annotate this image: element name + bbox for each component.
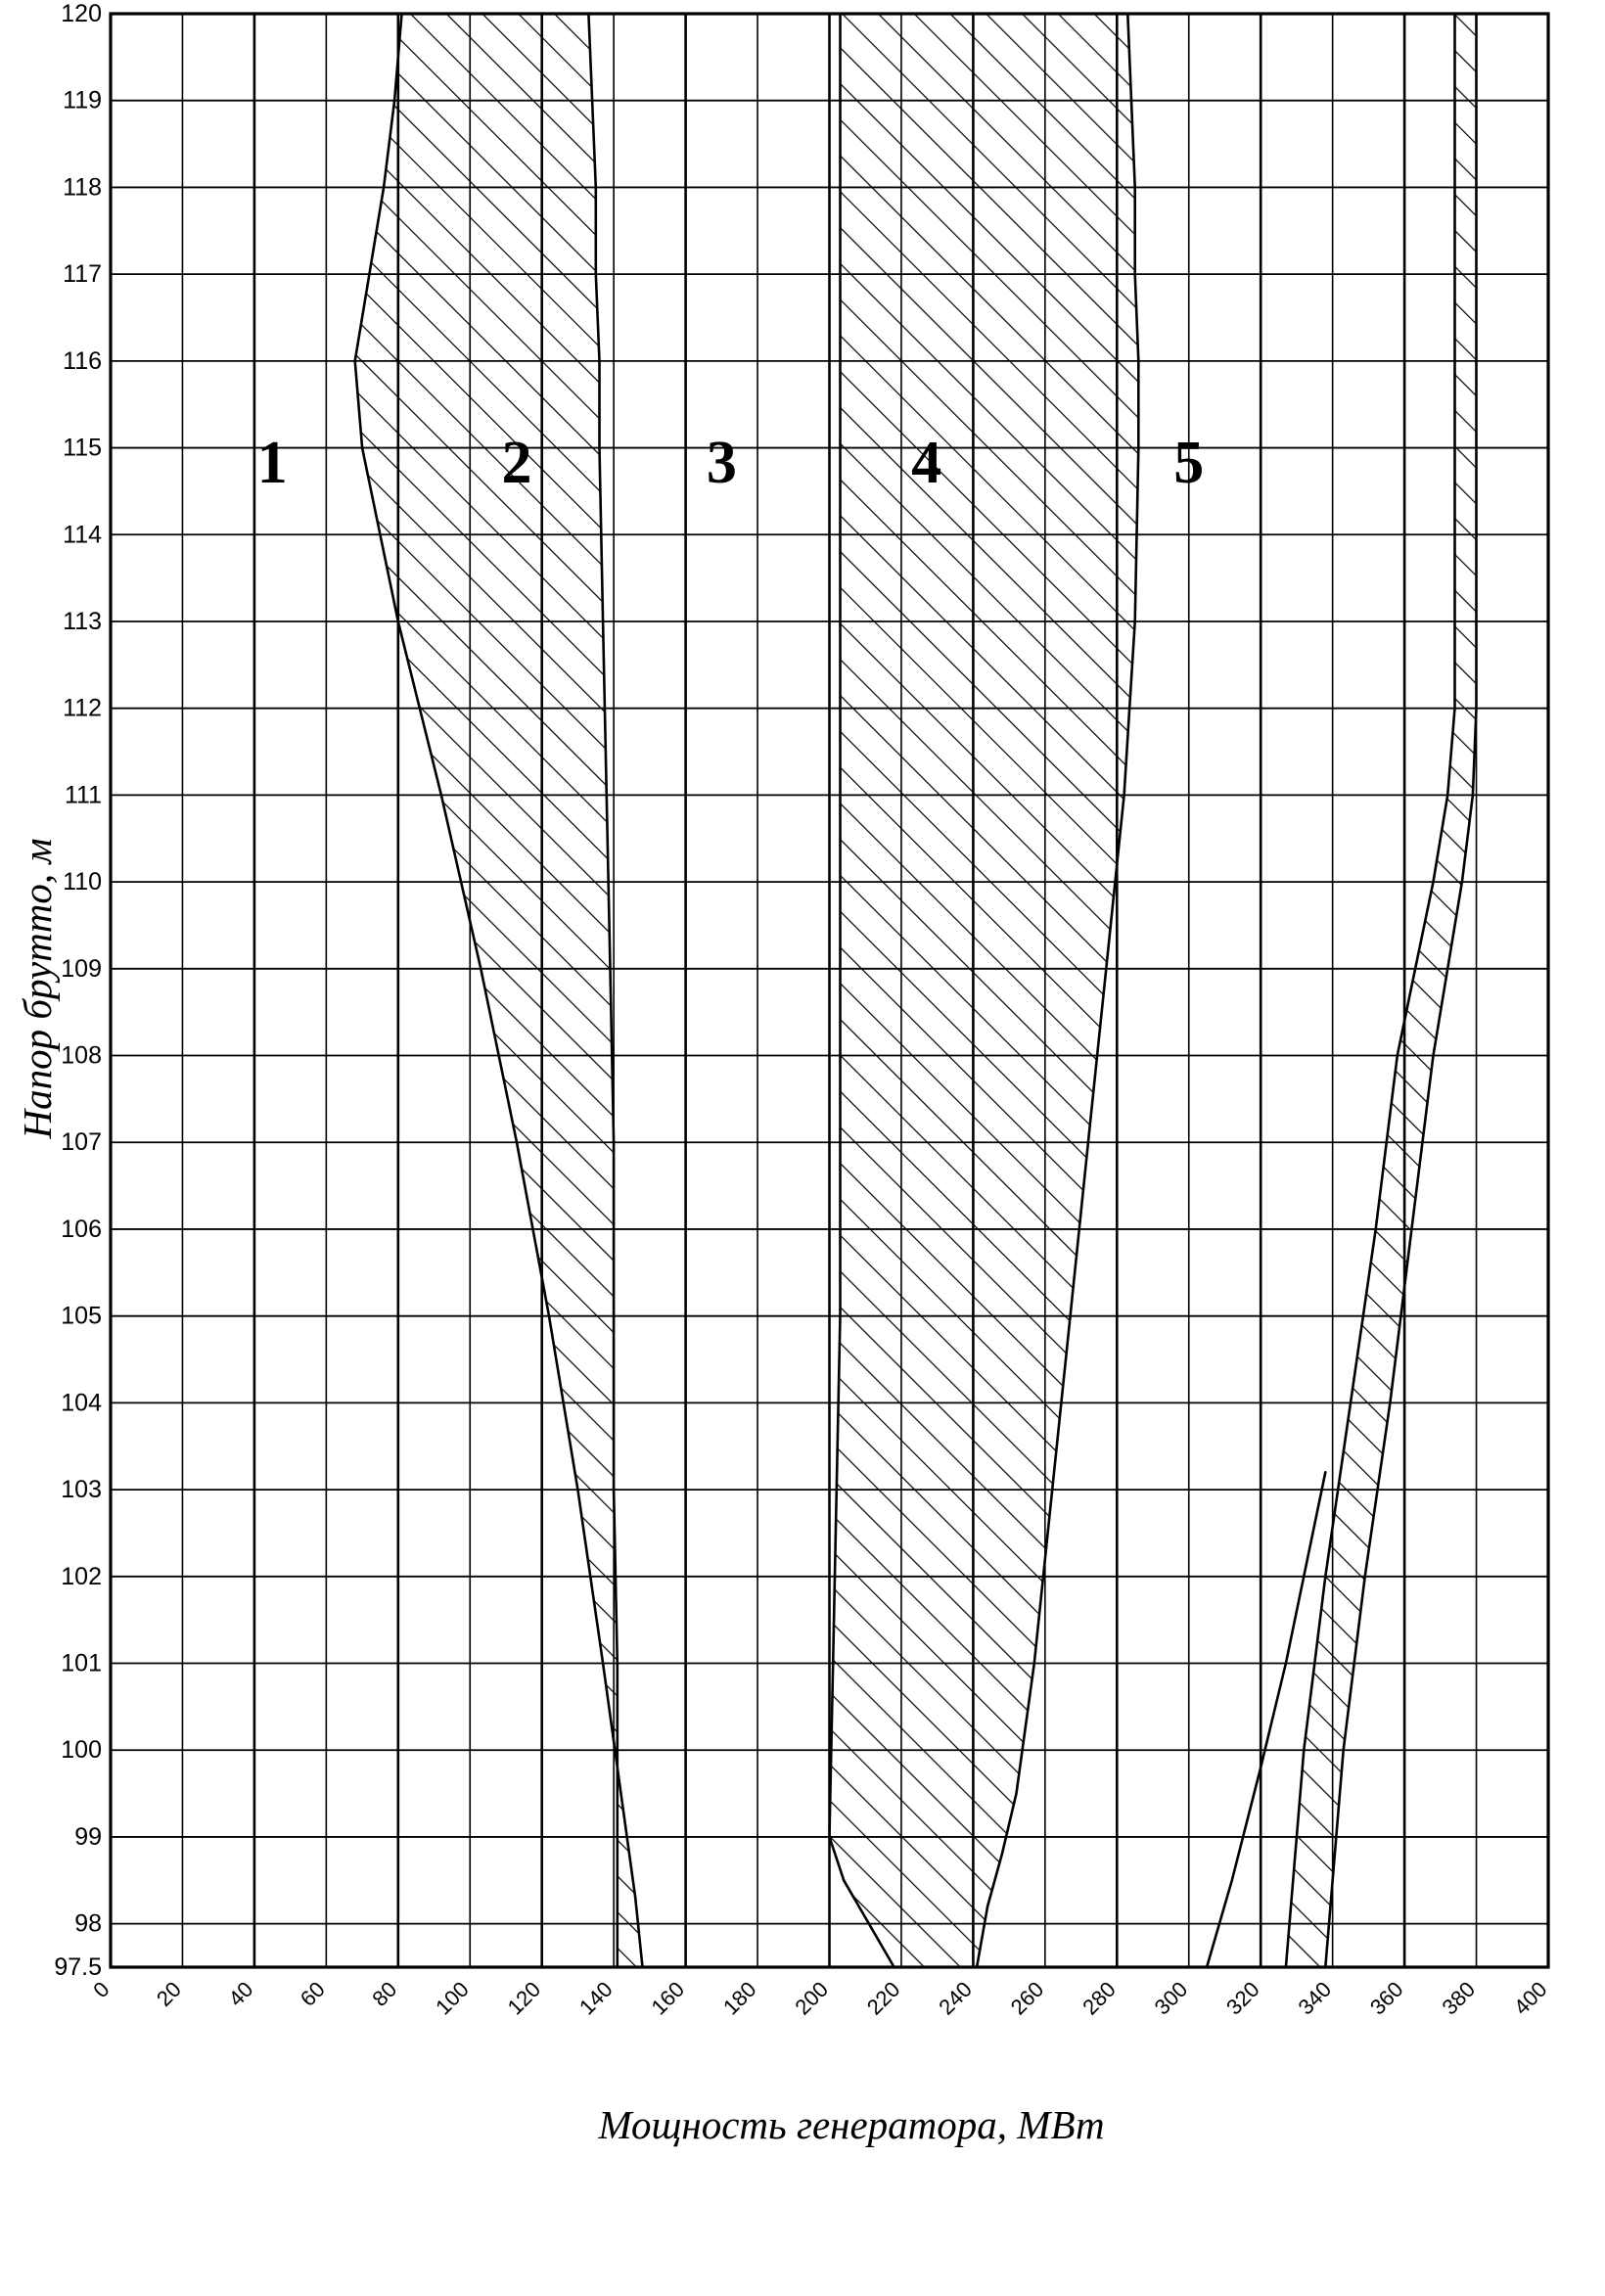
y-tick-label: 108 bbox=[61, 1041, 102, 1070]
zone-label: 1 bbox=[256, 430, 288, 497]
y-tick-label: 98 bbox=[74, 1909, 102, 1938]
y-tick-label: 118 bbox=[63, 173, 102, 202]
x-tick-label: 380 bbox=[1437, 1976, 1481, 2020]
x-tick-label: 200 bbox=[790, 1976, 834, 2020]
x-tick-label: 400 bbox=[1508, 1976, 1552, 2020]
y-tick-label: 102 bbox=[61, 1562, 102, 1590]
x-tick-label: 160 bbox=[646, 1976, 690, 2020]
y-tick-label: 97.5 bbox=[54, 1953, 102, 1981]
zone-label: 5 bbox=[1173, 430, 1205, 497]
y-tick-label: 109 bbox=[61, 954, 102, 983]
y-tick-label: 99 bbox=[74, 1822, 102, 1851]
x-tick-label: 140 bbox=[574, 1976, 618, 2020]
y-axis-title: Напор брутто, м bbox=[15, 838, 60, 1139]
x-tick-label: 120 bbox=[502, 1976, 546, 2020]
x-tick-label: 100 bbox=[431, 1976, 474, 2020]
y-tick-label: 117 bbox=[63, 260, 102, 289]
x-tick-label: 0 bbox=[88, 1976, 115, 2003]
y-tick-label: 101 bbox=[61, 1649, 102, 1677]
zone-label: 3 bbox=[706, 430, 737, 497]
y-tick-label: 103 bbox=[61, 1476, 102, 1504]
x-tick-label: 220 bbox=[861, 1976, 905, 2020]
x-tick-label: 300 bbox=[1149, 1976, 1193, 2020]
y-tick-label: 111 bbox=[64, 781, 102, 809]
x-tick-label: 180 bbox=[717, 1976, 761, 2020]
x-axis-tick-labels bbox=[88, 1977, 1551, 2020]
y-tick-label: 120 bbox=[61, 0, 102, 27]
x-tick-label: 40 bbox=[223, 1976, 258, 2011]
y-tick-label: 110 bbox=[63, 868, 102, 896]
x-tick-label: 320 bbox=[1221, 1976, 1264, 2020]
y-tick-label: 113 bbox=[63, 607, 102, 635]
y-tick-label: 115 bbox=[63, 434, 102, 462]
y-tick-label: 107 bbox=[61, 1128, 102, 1157]
y-tick-label: 104 bbox=[61, 1389, 102, 1417]
y-tick-label: 119 bbox=[63, 86, 102, 115]
x-tick-label: 60 bbox=[295, 1976, 330, 2011]
y-tick-label: 112 bbox=[63, 694, 102, 722]
x-tick-label: 340 bbox=[1293, 1976, 1337, 2020]
x-axis-title: Мощность генератора, МВт bbox=[598, 2102, 1105, 2147]
x-tick-label: 260 bbox=[1005, 1976, 1049, 2020]
zone-label: 2 bbox=[501, 430, 532, 497]
y-tick-label: 105 bbox=[61, 1302, 102, 1330]
y-tick-label: 106 bbox=[61, 1215, 102, 1243]
x-tick-label: 280 bbox=[1078, 1976, 1121, 2020]
x-tick-label: 80 bbox=[367, 1976, 402, 2011]
y-tick-label: 114 bbox=[63, 521, 102, 549]
x-tick-label: 20 bbox=[151, 1976, 186, 2011]
y-tick-label: 116 bbox=[63, 346, 102, 375]
y-tick-label: 100 bbox=[61, 1736, 102, 1765]
y-axis-tick-labels bbox=[54, 0, 102, 1981]
x-tick-label: 360 bbox=[1364, 1976, 1408, 2020]
x-tick-label: 240 bbox=[934, 1976, 977, 2020]
zone-label: 4 bbox=[911, 430, 942, 497]
